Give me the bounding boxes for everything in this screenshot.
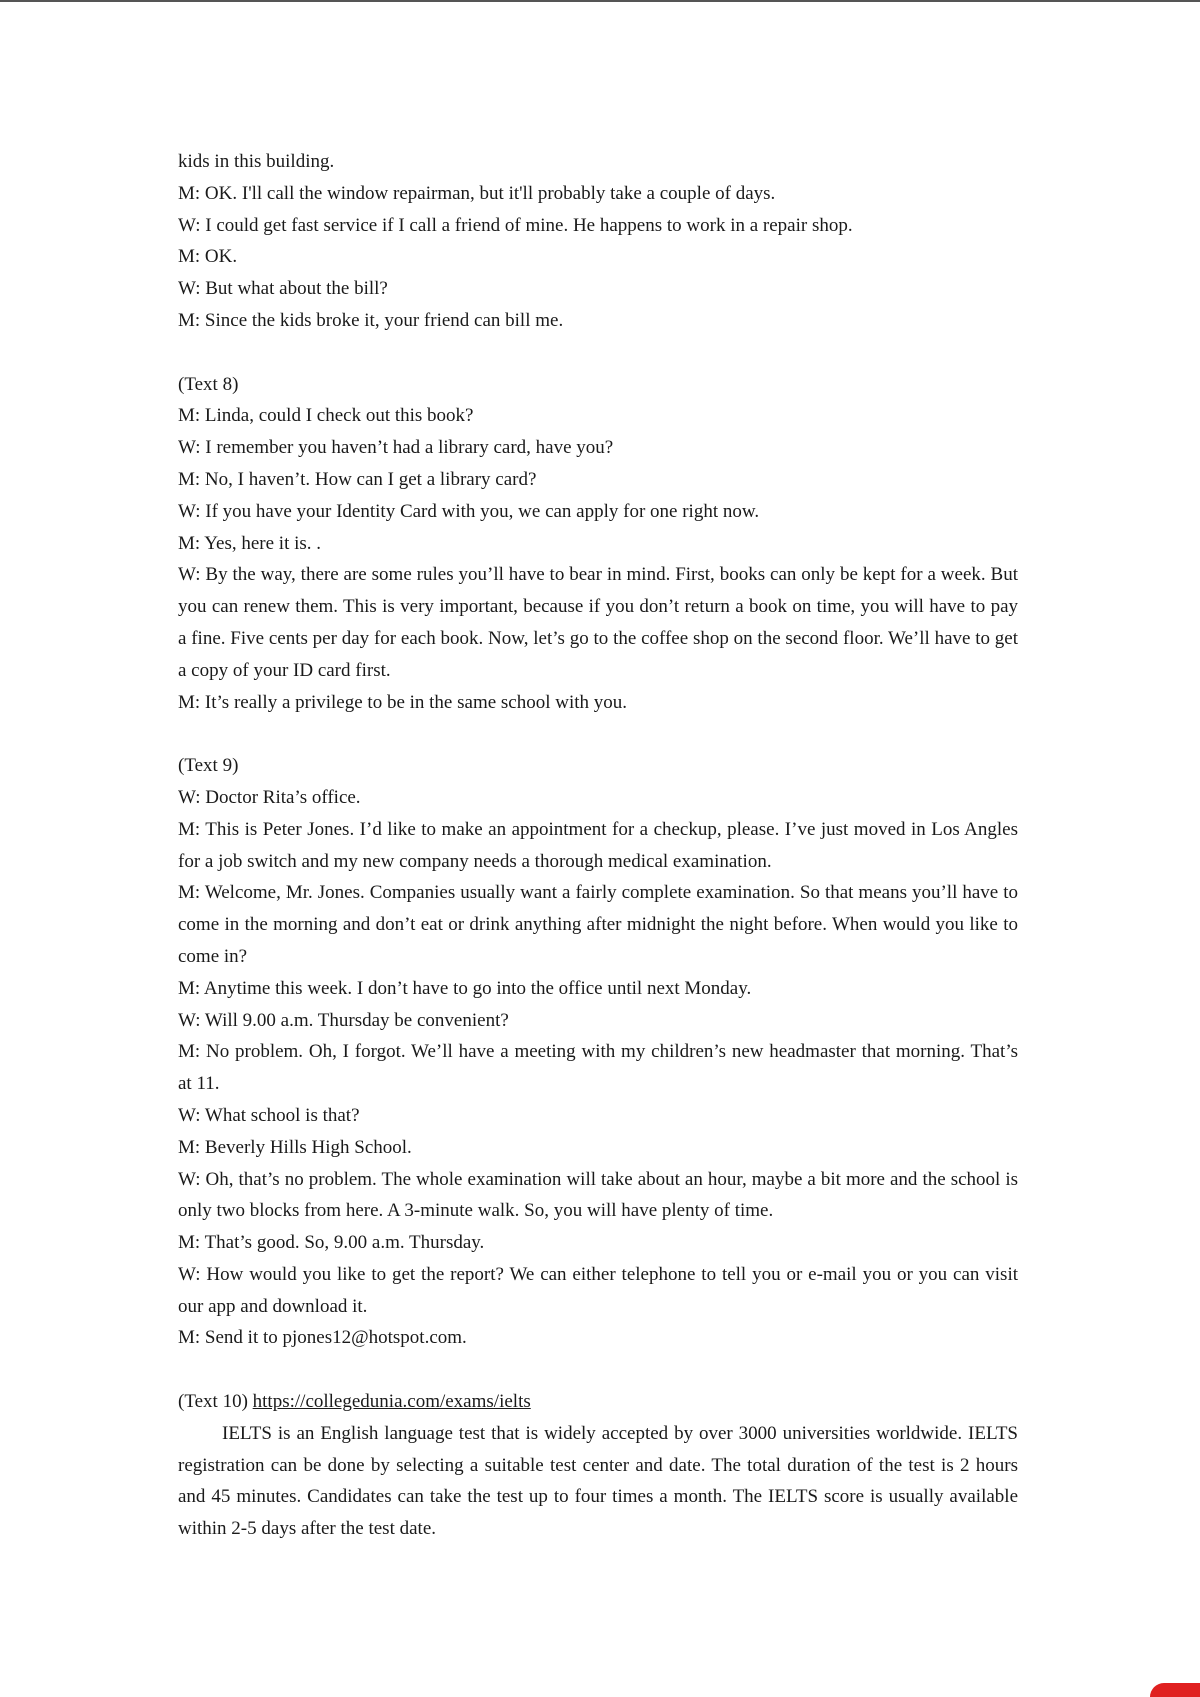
transcript-line: W: But what about the bill?: [178, 278, 388, 300]
transcript-line: W: How would you like to get the report? We can either telephone to tell you or e-mail you or you can visit our app and download it.: [178, 1263, 1018, 1317]
top-border: [0, 0, 1200, 2]
transcript-line: W: Doctor Rita’s office.: [178, 786, 361, 808]
transcript-line: M: Welcome, Mr. Jones. Companies usually want a fairly complete examination. So that means you’ll have to come in the morning and don’t eat or drink anything after midnight the night before. When would you like to come in?: [178, 882, 1018, 967]
text10-heading: (Text 10): [178, 1391, 248, 1413]
transcript-line: M: OK. I'll call the window repairman, but it'll probably take a couple of days.: [178, 182, 776, 204]
transcript-line: (Text 9): [178, 755, 239, 777]
transcript-line: W: If you have your Identity Card with you, we can apply for one right now.: [178, 500, 760, 522]
dialogue-lines: [178, 146, 1018, 1354]
transcript-line: (Text 8): [178, 373, 239, 395]
transcript-line: M: Beverly Hills High School.: [178, 1136, 412, 1158]
transcript-line: W: Oh, that’s no problem. The whole examination will take about an hour, maybe a bit more and the school is only two blocks from here. A 3-minute walk. So, you will have plenty of time.: [178, 1168, 1018, 1222]
transcript-line: M: OK.: [178, 246, 238, 268]
transcript-line: M: That’s good. So, 9.00 a.m. Thursday.: [178, 1232, 485, 1254]
transcript-line: W: By the way, there are some rules you’ll have to bear in mind. First, books can only be kept for a week. But you can renew them. This is very important, because if you don’t return a book on time, you will have to pay a fine. Five cents per day for each book. Now, let’s go to the coffee shop on the second floor. We’ll have to get a copy of your ID card first.: [178, 564, 1018, 681]
transcript-line: M: Since the kids broke it, your friend can bill me.: [178, 309, 564, 331]
transcript-line: W: I could get fast service if I call a friend of mine. He happens to work in a repair shop.: [178, 214, 853, 236]
transcript-line: M: No, I haven’t. How can I get a library card?: [178, 468, 537, 490]
transcript-line: M: Anytime this week. I don’t have to go into the office until next Monday.: [178, 977, 752, 999]
ielts-paragraph: IELTS is an English language test that is widely accepted by over 3000 universities worldwide. IELTS registration can be done by selecting a suitable test center and date. The total duration of the test is 2 hours and 45 minutes. Candidates can take the test up to four times a month. The IELTS score is usually available within 2-5 days after the test date.: [178, 1422, 1018, 1540]
transcript-body: [178, 146, 1018, 1545]
transcript-line: kids in this building.: [178, 151, 335, 172]
transcript-line: M: Send it to pjones12@hotspot.com.: [178, 1327, 467, 1349]
source-link[interactable]: https://collegedunia.com/exams/ielts: [252, 1391, 531, 1413]
transcript-line: W: Will 9.00 a.m. Thursday be convenient?: [178, 1009, 509, 1031]
transcript-line: W: I remember you haven’t had a library card, have you?: [178, 437, 614, 459]
transcript-line: M: Yes, here it is. .: [178, 532, 322, 554]
page-corner-badge: [1150, 1683, 1200, 1697]
transcript-line: W: What school is that?: [178, 1104, 360, 1126]
transcript-line: M: This is Peter Jones. I’d like to make an appointment for a checkup, please. I’ve just moved in Los Angles for a job switch and my new company needs a thorough medical examination.: [178, 818, 1018, 872]
text10-heading-line: [178, 1386, 1018, 1418]
transcript-line: M: No problem. Oh, I forgot. We’ll have a meeting with my children’s new headmaster that morning. That’s at 11.: [178, 1041, 1018, 1095]
transcript-line: M: Linda, could I check out this book?: [178, 405, 474, 427]
transcript-line: M: It’s really a privilege to be in the same school with you.: [178, 691, 628, 713]
